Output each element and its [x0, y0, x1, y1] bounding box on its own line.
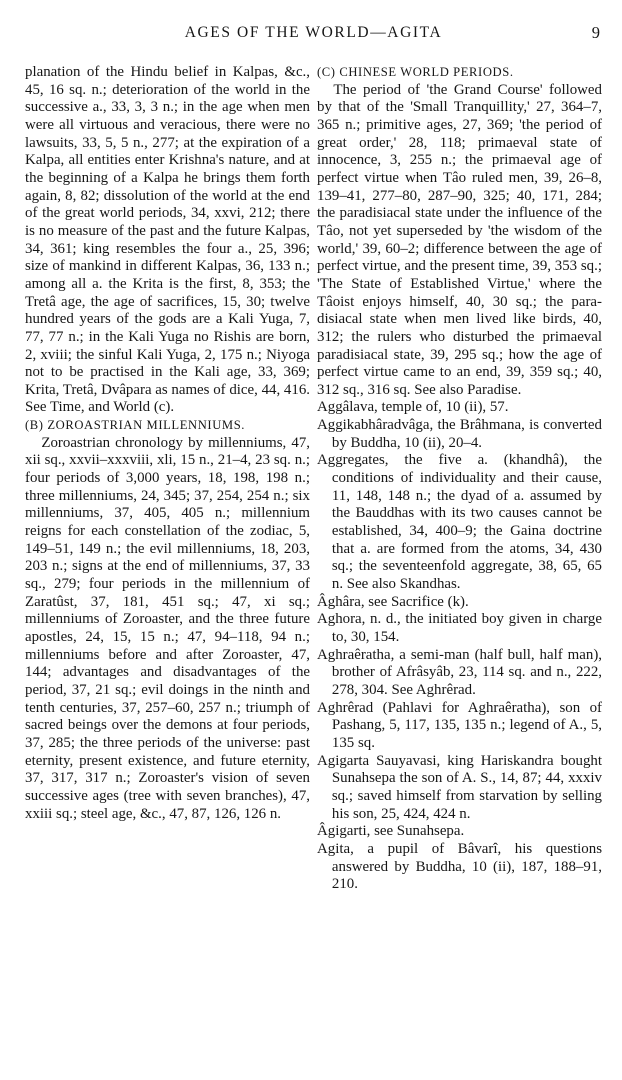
page-number: 9 — [591, 23, 600, 42]
index-entry: Aghraêratha, a semi-man (half bull, half man), brother of Afrâsyâb, 23, 114 sq. and n., 222, 278, 304. See Aghrêrad. — [317, 646, 602, 698]
index-entry: Agita, a pupil of Bâvarî, his questions answered by Buddha, 10 (ii), 187, 188–91, 210. — [317, 840, 602, 893]
right-column — [317, 64, 602, 894]
running-header — [25, 20, 602, 44]
index-entry: Aggikabhâradvâga, the Brâhmana, is converted by Buddha, 10 (ii), 20–4. — [317, 417, 602, 451]
section-heading: (C) CHINESE WORLD PERIODS. — [317, 65, 514, 79]
index-entry: Âghâra, see Sacrifice (k). — [317, 593, 469, 610]
index-entry: Aggâlava, temple of, 10 (ii), 57. — [317, 399, 509, 416]
index-entry: Agigarta Sauyavasi, king Hariskandra bought Sunahsepa the son of A. S., 14, 87; 44, xxxiv sq.; saved himself from starvation by selling his son, 25, 424, 424 n. — [317, 752, 602, 822]
left-column — [25, 64, 310, 894]
running-title: AGES OF THE WORLD—AGITA — [184, 24, 443, 41]
index-entry: Aggregates, the five a. (khandhâ), the conditions of individuality and their cause, 11, 148, 148 n.; the dyad of a. assumed by the Bauddhas with its two causes cannot be established, 34, 400–9; the Gaina doctrine that a. are formed from the atoms, 34, 430 sq.; the seventeenfold aggregate, 38, 65, 65 n. See also Skandhas. — [317, 452, 602, 593]
section-heading: (B) ZOROASTRIAN MILLENNIUMS. — [25, 418, 246, 433]
two-column-body — [25, 64, 602, 894]
index-entry: Aghora, n. d., the initiated boy given in charge to, 30, 154. — [317, 611, 602, 645]
index-paragraph: Zoroastrian chronology by millenniums, 47, xii sq., xxvii–xxxviii, xli, 15 n., 21–4, 23 sq. n.; four periods of 3,000 years, 18, 198, 198 n.; three millenniums, 24, 345; 37, 254, 254 n.; six millenniums, 37, 405, 405 n.; millennium reigns for each constellation of the zodiac, 5, 149–51, 149 n.; the evil millenniums, 18, 203, 203 n.; signs at the end of millenniums, 37, 33 sq., 279; four periods in the millennium of Zaratûst, 37, 181, 451 sq.; 47, xi sq.; millenniums of Zoroaster, and the three future apostles, 24, 15, 15 n.; 47, 94–118, 94 n.; millenniums before and after Zoroaster, 47, 144; advantages and disadvantages of the period, 37, 21 sq.; evil doings in the ninth and tenth centuries, 37, 257–60, 257 n.; triumph of sacred beings over the demons at four periods, 37, 285; the three periods of the universe: past eternity, present existence, and future eternity, 37, 317, 317 n.; Zoroaster's vision of seven successive ages (tree with seven branches), 47, xxiii sq.; steel age, &c., 47, 87, 126, 126 n. — [25, 434, 310, 822]
index-paragraph: planation of the Hindu belief in Kalpas, &c., 45, 16 sq. n.; deterioration of the world in the successive a., 33, 3, 3 n.; in the age when men were all virtuous and veracious, there were no lawsuits, 33, 5, 5 n., 277; at the expiration of a Kalpa, all entities enter Krishna's nature, and at the beginning of a Kalpa he brings them forth again, 8, 82; dissolution of the world at the end of the great world periods, 34, xxvi, 212; there is no measure of the past and the future Kalpas, 34, 361; king resembles the four a., 25, 396; size of mankind in different Kalpas, 36, 133 n.; among all a. the Krita is the first, 8, 353; the Tretâ age, the age of sacrifices, 15, 30; twelve hundred years of the gods are a Kali Yuga, 7, 77, 77 n.; in the Kali Yuga no Rishis are born, 2, xviii; the sinful Kali Yuga, 2, 175 n.; Niyoga not to be practised in the Kali age, 33, 369; Krita, Tretâ, Dvâpara as names of dice, 44, 416. See Time, and World (c). — [25, 64, 310, 416]
index-paragraph: The period of 'the Grand Course' followed by that of the 'Small Tranquillity,' 27, 364–7, 365 n.; primitive ages, 27, 369; 'the period of great order,' 28, 118; primaeval state of innocence, 3, 255 n.; the primaeval age of perfect virtue when Tâo ruled men, 39, 26–8, 139–41, 277–80, 287–90, 325; 40, 171, 284; the paradisiacal state under the influence of the Tâo, not yet superseded by 'the wisdom of the world,' 39, 60–2; difference between the age of perfect virtue, and the present time, 39, 353 sq.; 'The State of Established Virtue,' where the Tâoist enjoys himself, 40, 30 sq.; the paradisiacal state when men lived like birds, 40, 312; the rulers who disturbed the primaeval paradisiacal state, 39, 295 sq.; how the age of perfect virtue came to an end, 39, 359 sq.; 40, 312 sq., 316 sq. See also Paradise. — [317, 81, 602, 398]
index-entry: Âgigarti, see Sunahsepa. — [317, 823, 465, 840]
index-entry: Aghrêrad (Pahlavi for Aghraêratha), son of Pashang, 5, 117, 135, 135 n.; legend of A., 5, 135 sq. — [317, 699, 602, 751]
